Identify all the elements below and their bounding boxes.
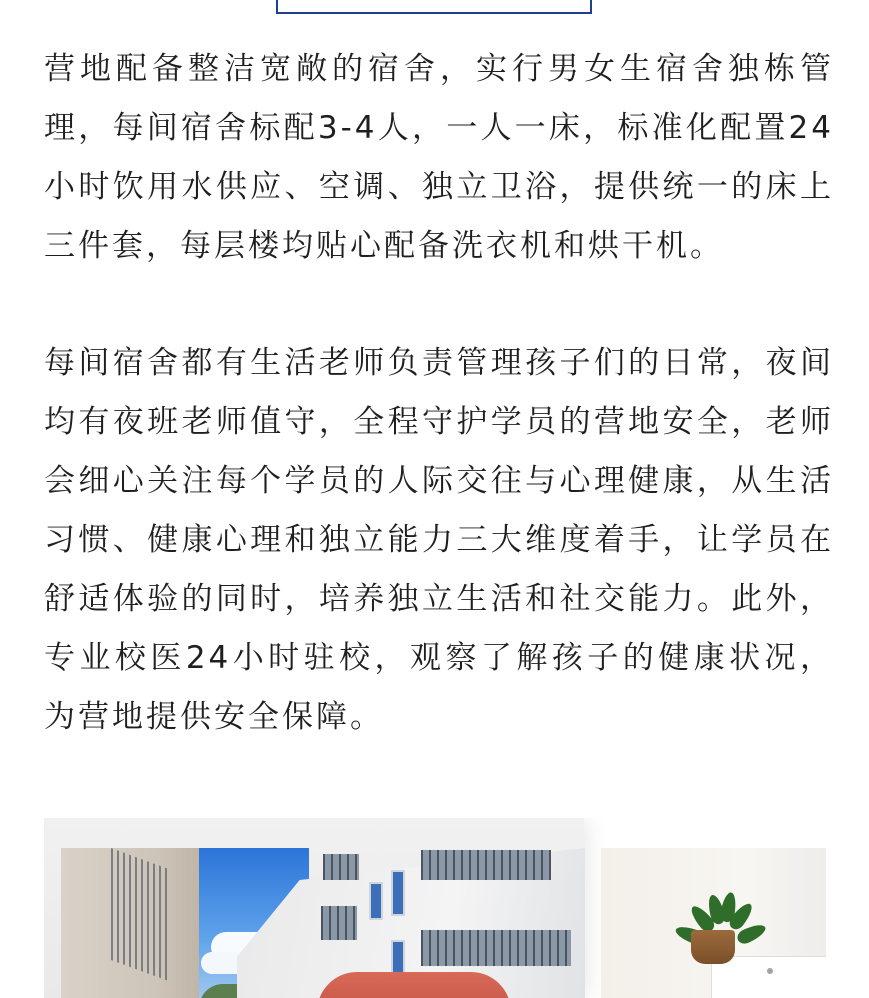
window-row	[421, 850, 551, 880]
window-row	[323, 854, 359, 880]
patio-umbrella	[317, 972, 511, 998]
teacher-care-paragraph: 每间宿舍都有生活老师负责管理孩子们的日常，夜间均有夜班老师值守，全程守护学员的营地安全，老师会细心关注每个学员的人际交往与心理健康，从生活习惯、健康心理和独立能力三大维度着手，让学员在舒适体验的同时，培养独立生活和社交能力。此外，专业校医24小时驻校，观察了解孩子的健康状况，为营地提供安全保障。	[44, 345, 834, 735]
window-row	[321, 906, 357, 940]
white-cabinet	[711, 956, 826, 998]
window	[369, 882, 383, 920]
window	[391, 870, 405, 916]
photo-gallery[interactable]	[44, 818, 826, 998]
balcony-railing	[111, 848, 169, 981]
cabinet-knob	[767, 968, 773, 974]
campus-building-photo[interactable]	[61, 848, 585, 998]
dormitory-paragraph: 营地配备整洁宽敞的宿舍，实行男女生宿舍独栋管理，每间宿舍标配3-4人，一人一床，标准化配置24小时饮用水供应、空调、独立卫浴，提供统一的床上三件套，每层楼均贴心配备洗衣机和烘干机。	[44, 51, 834, 264]
flower-pot	[691, 930, 735, 964]
window-row	[421, 930, 571, 966]
dorm-room-photo[interactable]	[601, 848, 826, 998]
section-title-frame	[276, 0, 592, 14]
